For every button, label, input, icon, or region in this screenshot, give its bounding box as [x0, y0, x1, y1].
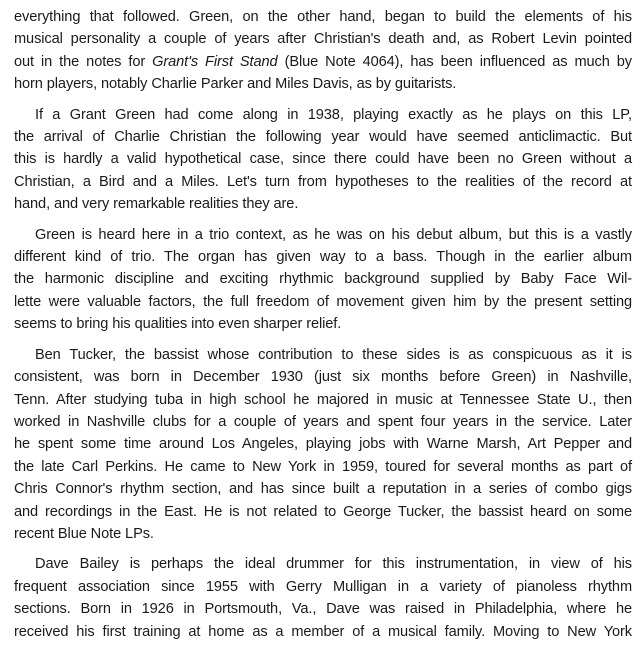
text-line: If a Grant Green had come along in 1938, playing exactly as he plays on this LP,	[35, 106, 632, 123]
text-line: horn players, notably Charlie Parker and Miles Davis, as by guitarists.	[14, 76, 457, 93]
text-line: he spent some time around Los Angeles, playing jobs with Warne Marsh, Art Pepper and	[14, 436, 632, 453]
text-line: recent Blue Note LPs.	[14, 525, 154, 542]
text-line: the harmonic discipline and exciting rhythmic background supplied by Baby Face Wil-	[14, 271, 632, 288]
text-line: sections. Born in 1926 in Portsmouth, Va., Dave was raised in Philadelphia, where he	[14, 601, 632, 618]
text-line: this is hardly a valid hypothetical case, since there could have been no Green without a	[14, 151, 632, 168]
text-line: the late Carl Perkins. He came to New York in 1959, toured for several months as part of	[14, 458, 632, 475]
text-line: consistent, was born in December 1930 (just six months before Green) in Nashville,	[14, 369, 632, 386]
text-line: musical personality a couple of years after Christian's death and, as Robert Levin pointed	[14, 31, 632, 48]
album-title: Grant's First Stand	[152, 53, 278, 70]
paragraph-3	[14, 224, 632, 336]
text-line: the arrival of Charlie Christian the following year would have seemed anticlimactic. But	[14, 129, 632, 146]
text-line: hand, and very remarkable realities they are.	[14, 196, 299, 213]
text-fragment: out in the notes for	[14, 53, 153, 70]
text-line: seems to bring his qualities into even sharper relief.	[14, 316, 342, 333]
text-line: Green is heard here in a trio context, as he was on his debut album, but this is a vastly	[35, 226, 632, 243]
text-line: different kind of trio. The organ has given way to a bass. Though in the earlier album	[14, 249, 632, 266]
text-fragment: (Blue Note 4064), has been influenced as much by	[277, 53, 632, 70]
text-line: everything that followed. Green, on the other hand, began to build the elements of his	[14, 9, 632, 25]
text-line-with-album-title	[14, 51, 632, 73]
paragraph-4	[14, 344, 632, 546]
text-line: Dave Bailey is perhaps the ideal drummer for this instrumentation, in view of his	[35, 556, 632, 573]
text-line: lette were valuable factors, the full freedom of movement given him by the present setting	[14, 293, 632, 310]
text-line: received his first training at home as a member of a musical family. Moving to New York	[14, 623, 632, 640]
text-line: Ben Tucker, the bassist whose contribution to these sides is as conspicuous as it is	[35, 346, 632, 363]
text-line: worked in Nashville clubs for a couple of years and spent four years in the service. Later	[14, 413, 632, 430]
liner-notes-page	[14, 6, 632, 651]
text-line: frequent association since 1955 with Gerry Mulligan in a variety of pianoless rhythm	[14, 578, 632, 595]
text-line: Tenn. After studying tuba in high school he majored in music at Tennessee State U., then	[14, 391, 632, 408]
text-line: Christian, a Bird and a Miles. Let's turn from hypotheses to the realities of the record at	[14, 173, 632, 190]
text-line: and recordings in the East. He is not related to George Tucker, the bassist heard on some	[14, 503, 632, 520]
text-line: Chris Connor's rhythm section, and has since built a reputation in a series of combo gigs	[14, 481, 632, 498]
paragraph-1	[14, 6, 632, 96]
paragraph-5	[14, 553, 632, 643]
paragraph-2	[14, 104, 632, 216]
